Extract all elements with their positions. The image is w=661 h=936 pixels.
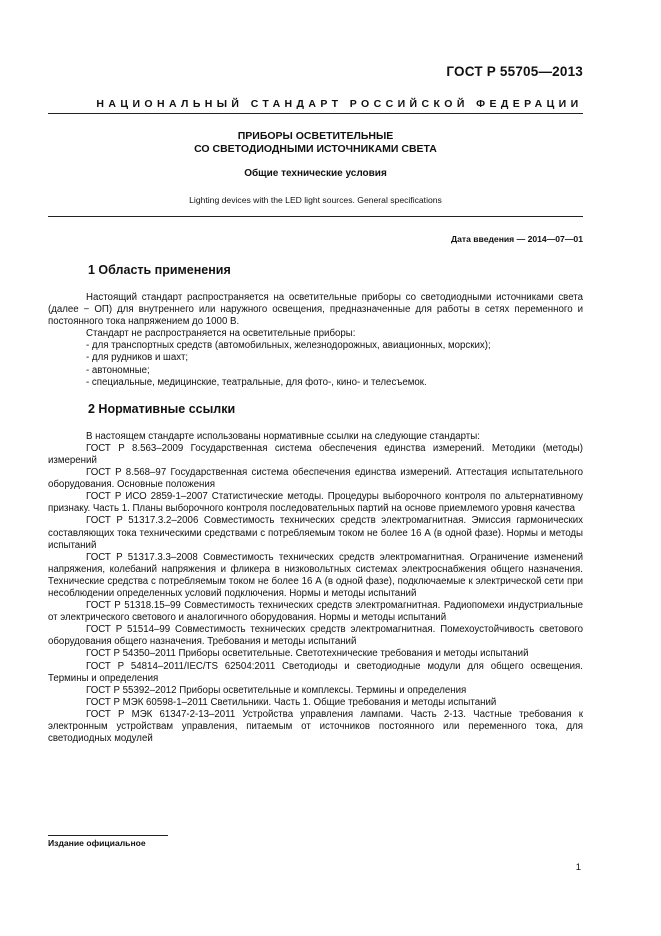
reference-item: ГОСТ Р МЭК 61347-2-13–2011 Устройства управления лампами. Часть 2-13. Частные требования к электронным устройствам управления, питаемым от источников постоянного или переменного тока, для светодиодных модулей — [48, 708, 583, 745]
reference-item: ГОСТ Р 51317.3.3–2008 Совместимость технических средств электромагнитная. Ограничение изменений напряжения, колебаний напряжения и фликера в низковольтных системах электроснабжения общего назначения. Технические средства с потребляемым током не более 16 А (в одной фазе), подключаемые к электрической сети при несоблюдении определенных условий подключения. Нормы и методы испытаний — [48, 551, 583, 599]
reference-item: ГОСТ Р 51317.3.2–2006 Совместимость технических средств электромагнитная. Эмиссия гармонических составляющих тока техническими средствами с потребляемым током не более 16 А (в одной фазе). Нормы и методы испытаний — [48, 515, 583, 551]
header-divider — [48, 113, 583, 114]
exclusion-item: - специальные, медицинские, театральные, для фото-, кино- и телесъемок. — [86, 376, 427, 388]
section-1-paragraph: Стандарт не распространяется на осветительные приборы: — [86, 328, 356, 340]
reference-item: ГОСТ Р 54350–2011 Приборы осветительные. Светотехнические требования и методы испытаний — [86, 648, 529, 660]
reference-item: ГОСТ Р 51514–99 Совместимость технических средств электромагнитная. Помехоустойчивость светового оборудования общего назначения. Требования и методы испытаний — [48, 624, 583, 648]
reference-item: ГОСТ Р 51318.15–99 Совместимость технических средств электромагнитная. Радиопомехи индустриальные от электрического светового и аналогичного оборудования. Нормы и методы испытаний — [48, 600, 583, 624]
edition-label: Издание официальное — [48, 838, 146, 848]
exclusion-item: - для рудников и шахт; — [86, 352, 189, 364]
reference-item: ГОСТ Р 8.563–2009 Государственная система обеспечения единства измерений. Методики (методы) измерений — [48, 442, 583, 466]
reference-item: ГОСТ Р 55392–2012 Приборы осветительные и комплексы. Термины и определения — [86, 684, 467, 696]
page-number: 1 — [575, 862, 581, 873]
section-2-heading: 2 Нормативные ссылки — [88, 401, 236, 416]
section-1-heading: 1 Область применения — [88, 263, 231, 277]
document-subtitle: Общие технические условия — [244, 168, 387, 179]
english-title: Lighting devices with the LED light sources. General specifications — [189, 195, 442, 205]
title-line-2: СО СВЕТОДИОДНЫМИ ИСТОЧНИКАМИ СВЕТА — [194, 143, 437, 155]
exclusion-item: - для транспортных средств (автомобильных, железнодорожных, авиационных, морских); — [86, 340, 491, 352]
introduction-date: Дата введения — 2014—07—01 — [450, 234, 583, 244]
title-divider — [48, 216, 583, 217]
national-standard-header: НАЦИОНАЛЬНЫЙ СТАНДАРТ РОССИЙСКОЙ ФЕДЕРАЦИИ — [96, 98, 583, 110]
footer-divider — [48, 835, 168, 836]
gost-code: ГОСТ Р 55705—2013 — [446, 64, 583, 79]
section-1-paragraph: Настоящий стандарт распространяется на осветительные приборы со светодиодными источниками света (далее − ОП) для внутреннего или наружного освещения, предназначенные для работы в сетях переменного и постоянного тока напряжением до 1000 В. — [48, 292, 583, 328]
document-title — [48, 130, 583, 156]
reference-item: ГОСТ Р ИСО 2859-1–2007 Статистические методы. Процедуры выборочного контроля по альтернативному признаку. Часть 1. Планы выборочного контроля последовательных партий на основе приемлемого уровня качества — [48, 491, 583, 515]
title-line-1: ПРИБОРЫ ОСВЕТИТЕЛЬНЫЕ — [237, 130, 394, 142]
document-body — [48, 262, 583, 745]
reference-item: ГОСТ Р 8.568–97 Государственная система обеспечения единства измерений. Аттестация испытательного оборудования. Основные положения — [48, 467, 583, 491]
reference-item: ГОСТ Р МЭК 60598-1–2011 Светильники. Часть 1. Общие требования и методы испытаний — [86, 696, 497, 708]
exclusion-item: - автономные; — [86, 364, 150, 376]
section-2-intro: В настоящем стандарте использованы нормативные ссылки на следующие стандарты: — [86, 430, 480, 442]
reference-item: ГОСТ Р 54814–2011/IEC/TS 62504:2011 Светодиоды и светодиодные модули для общего освещения. Термины и определения — [48, 660, 583, 684]
